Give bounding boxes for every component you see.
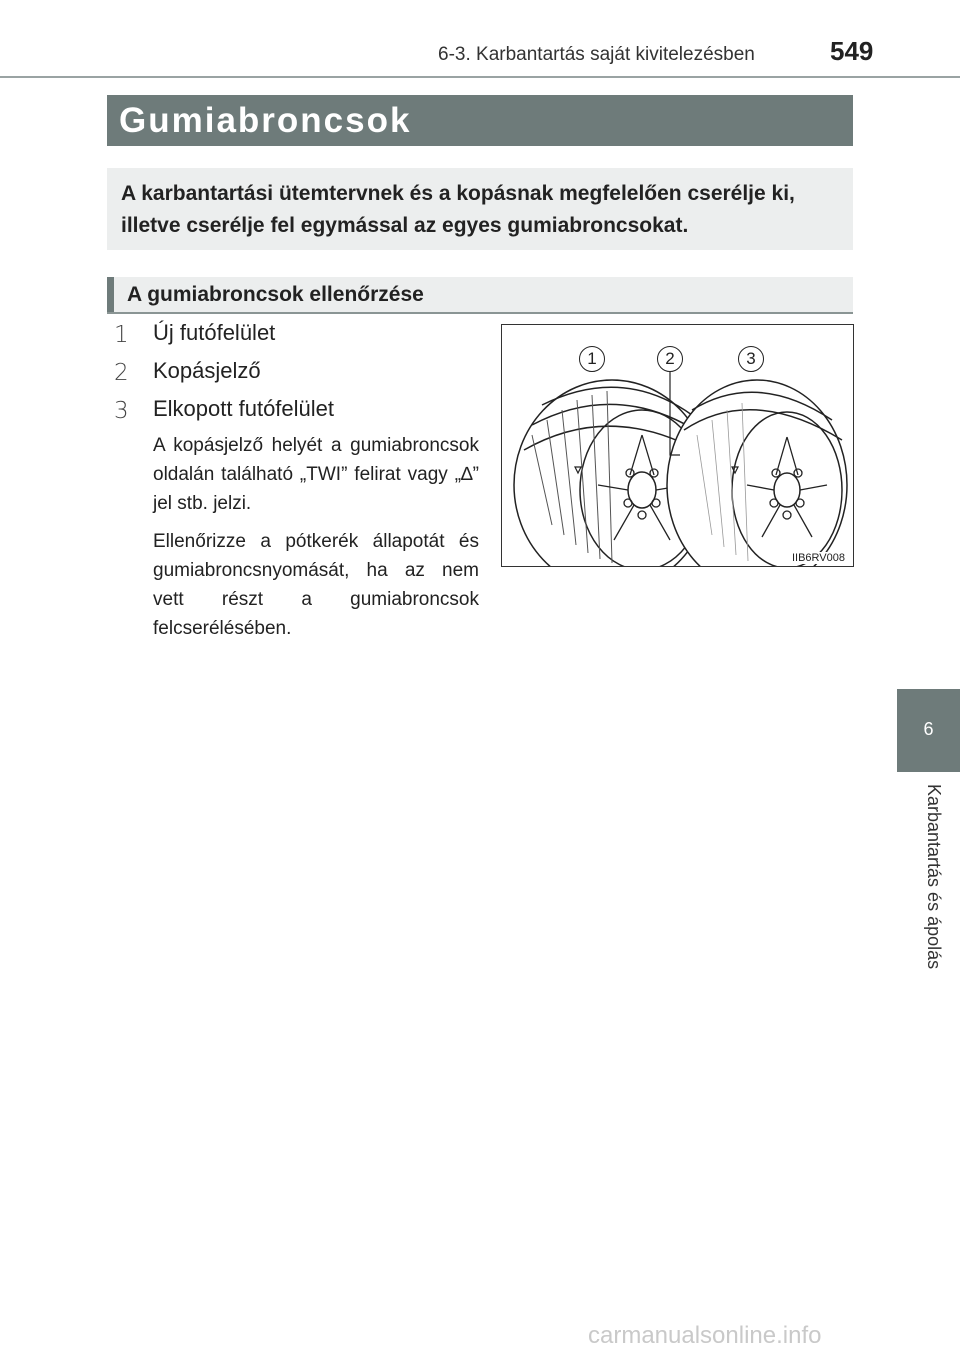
subsection-accent — [107, 277, 114, 312]
chapter-label: Karbantartás és ápolás — [924, 784, 944, 970]
paragraph-twi: A kopásjelző helyét a gumiabroncsok oldalán található „TWI” felirat vagy „∆” jel stb. jelzi. — [153, 435, 479, 514]
chapter-tab — [897, 689, 960, 772]
callout-2: 2 — [657, 346, 683, 372]
item-number: 3 — [114, 398, 129, 424]
title-bar — [107, 95, 853, 146]
intro-box — [107, 168, 853, 250]
intro-text: A karbantartási ütemtervnek és a kopásnak megfelelően cserélje ki, illetve cserélje fel egymással az egyes gumiabroncsokat. — [121, 182, 795, 237]
watermark: carmanualsonline.info — [588, 1322, 822, 1349]
page-title: Gumiabroncsok — [119, 101, 412, 140]
subsection-bar — [107, 277, 853, 314]
callout-3: 3 — [738, 346, 764, 372]
header-section-title: 6-3. Karbantartás saját kivitelezésben — [438, 44, 755, 65]
page-number: 549 — [830, 36, 874, 66]
tire-illustration — [501, 324, 854, 567]
header-divider — [0, 76, 960, 78]
item-label: Új futófelület — [153, 320, 276, 345]
item-number: 2 — [114, 360, 129, 386]
chapter-number: 6 — [923, 719, 934, 739]
callout-1: 1 — [579, 346, 605, 372]
paragraph-spare-wheel: Ellenőrizze a pótkerék állapotát és gumiabroncsnyomását, ha az nem vett részt a gumiabroncsok felcserélésében. — [153, 531, 479, 639]
item-label: Kopásjelző — [153, 358, 261, 383]
figure-code: IIB6RV008 — [791, 552, 845, 564]
item-label: Elkopott futófelület — [153, 396, 335, 421]
item-number: 1 — [114, 322, 129, 348]
subsection-title: A gumiabroncsok ellenőrzése — [127, 283, 424, 306]
